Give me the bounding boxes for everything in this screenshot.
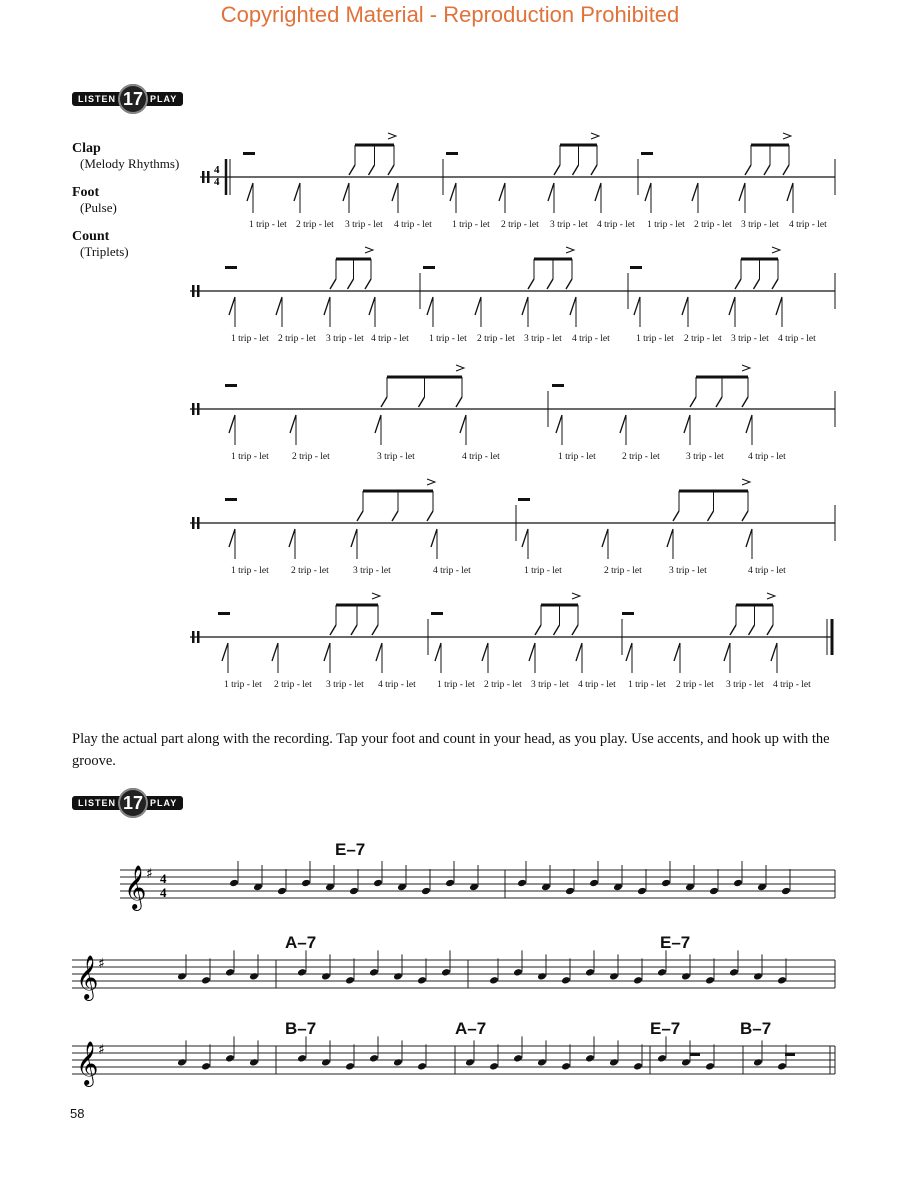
accent-mark — [372, 593, 380, 599]
count-text: 2 trip - let — [622, 452, 660, 462]
note-head — [321, 972, 331, 981]
clap-note — [742, 511, 748, 521]
clap-note — [535, 625, 541, 635]
half-rest — [622, 612, 634, 615]
note-head — [705, 976, 715, 985]
clap-note — [419, 397, 425, 407]
note-head — [561, 1062, 571, 1071]
foot-pulse-note — [729, 297, 735, 315]
count-text: 4 trip - let — [748, 566, 786, 576]
key-signature-sharp: ♯ — [146, 866, 153, 882]
note-head — [249, 972, 259, 981]
note-head — [565, 887, 575, 896]
count-text: 2 trip - let — [501, 220, 539, 230]
accent-mark — [767, 593, 775, 599]
count-text: 1 trip - let — [558, 452, 596, 462]
count-text: 2 trip - let — [477, 334, 515, 344]
count-text: 3 trip - let — [345, 220, 383, 230]
foot-pulse-note — [460, 415, 466, 433]
rhythm-system — [190, 479, 835, 576]
note-head — [297, 968, 307, 977]
foot-pulse-note — [450, 183, 456, 201]
count-text: 1 trip - let — [636, 334, 674, 344]
note-head — [489, 976, 499, 985]
count-text: 1 trip - let — [628, 680, 666, 690]
note-head — [657, 968, 667, 977]
clap-note — [754, 279, 760, 289]
foot-pulse-note — [667, 529, 673, 547]
listen-label: LISTEN — [72, 92, 122, 106]
clap-note — [365, 279, 371, 289]
half-rest — [218, 612, 230, 615]
clap-note — [528, 279, 534, 289]
foot-pulse-note — [776, 297, 782, 315]
clap-note — [351, 625, 357, 635]
note-head — [373, 879, 383, 888]
foot-pulse-note — [576, 643, 582, 661]
note-head — [537, 972, 547, 981]
clap-note — [572, 625, 578, 635]
clap-note — [673, 511, 679, 521]
count-text: 4 trip - let — [773, 680, 811, 690]
foot-pulse-note — [229, 297, 235, 315]
foot-pulse-note — [620, 415, 626, 433]
foot-pulse-note — [427, 297, 433, 315]
foot-pulse-note — [376, 643, 382, 661]
time-signature-top: 4 — [214, 164, 220, 176]
clap-note — [708, 511, 714, 521]
clap-note — [783, 165, 789, 175]
clap-note — [456, 397, 462, 407]
count-text: 2 trip - let — [274, 680, 312, 690]
clap-note — [730, 625, 736, 635]
clap-note — [381, 397, 387, 407]
accent-mark — [591, 133, 599, 139]
foot-pulse-note — [548, 183, 554, 201]
play-label-2: PLAY — [144, 796, 183, 810]
note-head — [369, 968, 379, 977]
melody-staff — [72, 950, 835, 1001]
count-text: 2 trip - let — [684, 334, 722, 344]
count-text: 4 trip - let — [394, 220, 432, 230]
instructions-paragraph: Play the actual part along with the recording. Tap your foot and count in your head, as you play. Use accents, and hook up with the groove. — [72, 731, 830, 769]
clap-note — [716, 397, 722, 407]
chord-symbol: B–7 — [740, 1019, 772, 1038]
foot-pulse-note — [229, 529, 235, 547]
clap-note — [554, 165, 560, 175]
clap-note — [547, 279, 553, 289]
note-head — [681, 972, 691, 981]
percussion-clef — [192, 403, 195, 415]
foot-pulse-note — [343, 183, 349, 201]
clap-note — [330, 279, 336, 289]
foot-pulse-note — [247, 183, 253, 201]
chord-symbol: A–7 — [455, 1019, 487, 1038]
clap-note — [742, 397, 748, 407]
count-text: 4 trip - let — [789, 220, 827, 230]
clap-note — [427, 511, 433, 521]
count-text: 1 trip - let — [429, 334, 467, 344]
copyright-watermark: Copyrighted Material - Reproduction Prohibited — [220, 2, 680, 27]
count-text: 2 trip - let — [291, 566, 329, 576]
note-head — [705, 1062, 715, 1071]
chord-symbol: E–7 — [650, 1019, 681, 1038]
note-head — [633, 976, 643, 985]
foot-pulse-note — [522, 529, 528, 547]
count-text: 3 trip - let — [377, 452, 415, 462]
half-rest — [518, 498, 530, 501]
count-text: 4 trip - let — [572, 334, 610, 344]
foot-pulse-note — [746, 529, 752, 547]
foot-pulse-note — [482, 643, 488, 661]
count-text: 1 trip - let — [452, 220, 490, 230]
foot-pulse-note — [499, 183, 505, 201]
note-head — [633, 1062, 643, 1071]
treble-clef: 𝄞 — [124, 865, 147, 909]
note-head — [657, 1054, 667, 1063]
foot-pulse-note — [684, 415, 690, 433]
note-head — [201, 1062, 211, 1071]
chord-symbol: E–7 — [660, 933, 691, 952]
note-head — [441, 968, 451, 977]
track-number-2: 17 — [118, 788, 148, 818]
note-head — [589, 879, 599, 888]
clap-note — [735, 279, 741, 289]
note-head — [417, 1062, 427, 1071]
note-head — [777, 1062, 787, 1071]
percussion-clef — [192, 285, 195, 297]
count-text: 1 trip - let — [224, 680, 262, 690]
note-head — [393, 972, 403, 981]
foot-pulse-note — [771, 643, 777, 661]
time-signature-bottom: 4 — [160, 885, 167, 900]
note-head — [517, 879, 527, 888]
track-number: 17 — [118, 84, 148, 114]
count-text: 1 trip - let — [524, 566, 562, 576]
foot-pulse-note — [692, 183, 698, 201]
note-head — [229, 879, 239, 888]
count-text: 2 trip - let — [484, 680, 522, 690]
count-text: 2 trip - let — [676, 680, 714, 690]
note-head — [609, 1058, 619, 1067]
accent-mark — [783, 133, 791, 139]
count-text: 1 trip - let — [231, 566, 269, 576]
foot-pulse-note — [276, 297, 282, 315]
foot-pulse-note — [475, 297, 481, 315]
count-text: 4 trip - let — [371, 334, 409, 344]
foot-pulse-note — [435, 643, 441, 661]
half-rest — [446, 152, 458, 155]
half-rest — [431, 612, 443, 615]
note-head — [445, 879, 455, 888]
half-rest — [630, 266, 642, 269]
note-head — [733, 879, 743, 888]
count-text: 2 trip - let — [278, 334, 316, 344]
foot-pulse-note — [392, 183, 398, 201]
clap-note — [745, 165, 751, 175]
note-head — [465, 1058, 475, 1067]
key-signature-sharp: ♯ — [98, 1042, 105, 1058]
melody-staff — [120, 861, 835, 911]
count-text: 3 trip - let — [726, 680, 764, 690]
foot-pulse-note — [324, 297, 330, 315]
listen-play-badge-2 — [72, 790, 183, 816]
half-rest — [225, 266, 237, 269]
percussion-clef — [202, 171, 205, 183]
foot-sublabel: (Pulse) — [80, 200, 117, 215]
note-head — [249, 1058, 259, 1067]
clap-note — [749, 625, 755, 635]
count-text: 3 trip - let — [353, 566, 391, 576]
accent-mark — [742, 479, 750, 485]
note-head — [609, 972, 619, 981]
note-head — [277, 887, 287, 896]
chord-symbol: B–7 — [285, 1019, 317, 1038]
foot-pulse-note — [529, 643, 535, 661]
whole-rest — [690, 1053, 700, 1056]
count-text: 2 trip - let — [604, 566, 642, 576]
foot-pulse-note — [570, 297, 576, 315]
foot-pulse-note — [626, 643, 632, 661]
note-head — [661, 879, 671, 888]
melody-staff — [72, 1036, 835, 1087]
foot-pulse-note — [682, 297, 688, 315]
note-head — [681, 1058, 691, 1067]
foot-pulse-note — [351, 529, 357, 547]
note-head — [753, 1058, 763, 1067]
half-rest — [552, 384, 564, 387]
time-signature-top: 4 — [160, 871, 167, 886]
clap-label: Clap — [72, 141, 101, 156]
count-text: 1 trip - let — [231, 452, 269, 462]
note-head — [177, 1058, 187, 1067]
percussion-clef — [192, 631, 195, 643]
note-head — [637, 887, 647, 896]
count-text: 4 trip - let — [597, 220, 635, 230]
play-label: PLAY — [144, 92, 183, 106]
note-head — [777, 976, 787, 985]
clap-note — [764, 165, 770, 175]
clap-note — [392, 511, 398, 521]
treble-clef: 𝄞 — [76, 1041, 99, 1085]
clap-note — [554, 625, 560, 635]
note-head — [781, 887, 791, 896]
foot-pulse-note — [272, 643, 278, 661]
clap-note — [357, 511, 363, 521]
count-text: 4 trip - let — [462, 452, 500, 462]
note-head — [585, 968, 595, 977]
percussion-clef — [192, 517, 195, 529]
percussion-clef — [207, 171, 210, 183]
clap-note — [330, 625, 336, 635]
accent-mark — [427, 479, 435, 485]
rhythm-system — [190, 247, 835, 344]
clap-note — [573, 165, 579, 175]
count-text: 1 trip - let — [647, 220, 685, 230]
note-head — [225, 1054, 235, 1063]
clap-note — [772, 279, 778, 289]
count-text: 2 trip - let — [694, 220, 732, 230]
count-text: 2 trip - let — [296, 220, 334, 230]
count-text: 4 trip - let — [578, 680, 616, 690]
note-head — [537, 1058, 547, 1067]
listen-label-2: LISTEN — [72, 796, 122, 810]
rhythm-system — [190, 593, 832, 690]
half-rest — [225, 384, 237, 387]
percussion-clef — [197, 285, 200, 297]
foot-pulse-note — [369, 297, 375, 315]
count-text: 4 trip - let — [378, 680, 416, 690]
clap-note — [369, 165, 375, 175]
note-head — [729, 968, 739, 977]
count-text: 3 trip - let — [686, 452, 724, 462]
clap-note — [349, 165, 355, 175]
foot-pulse-note — [431, 529, 437, 547]
note-head — [369, 1054, 379, 1063]
key-signature-sharp: ♯ — [98, 956, 105, 972]
percussion-clef — [197, 631, 200, 643]
accent-mark — [388, 133, 396, 139]
count-sublabel: (Triplets) — [80, 244, 129, 259]
clap-note — [566, 279, 572, 289]
count-text: 3 trip - let — [531, 680, 569, 690]
foot-pulse-note — [522, 297, 528, 315]
foot-pulse-note — [229, 415, 235, 433]
count-label: Count — [72, 229, 110, 244]
count-text: 3 trip - let — [326, 334, 364, 344]
count-text: 3 trip - let — [669, 566, 707, 576]
foot-pulse-note — [634, 297, 640, 315]
accent-mark — [572, 593, 580, 599]
whole-rest — [785, 1053, 795, 1056]
foot-pulse-note — [602, 529, 608, 547]
note-head — [585, 1054, 595, 1063]
foot-pulse-note — [289, 529, 295, 547]
note-head — [753, 972, 763, 981]
accent-mark — [742, 365, 750, 371]
percussion-clef — [197, 403, 200, 415]
count-text: 4 trip - let — [433, 566, 471, 576]
note-head — [297, 1054, 307, 1063]
note-head — [177, 972, 187, 981]
foot-label: Foot — [72, 185, 100, 200]
foot-pulse-note — [556, 415, 562, 433]
note-head — [489, 1062, 499, 1071]
clap-note — [348, 279, 354, 289]
note-head — [513, 1054, 523, 1063]
foot-pulse-note — [724, 643, 730, 661]
foot-pulse-note — [290, 415, 296, 433]
note-head — [561, 976, 571, 985]
count-text: 3 trip - let — [741, 220, 779, 230]
accent-mark — [566, 247, 574, 253]
count-text: 2 trip - let — [292, 452, 330, 462]
melody-notation — [0, 820, 900, 1100]
note-head — [393, 1058, 403, 1067]
note-head — [513, 968, 523, 977]
note-head — [421, 887, 431, 896]
treble-clef: 𝄞 — [76, 955, 99, 999]
note-head — [709, 887, 719, 896]
clap-note — [690, 397, 696, 407]
count-text: 3 trip - let — [550, 220, 588, 230]
note-head — [301, 879, 311, 888]
note-head — [417, 976, 427, 985]
foot-pulse-note — [222, 643, 228, 661]
accent-mark — [456, 365, 464, 371]
note-head — [321, 1058, 331, 1067]
count-text: 4 trip - let — [778, 334, 816, 344]
note-head — [201, 976, 211, 985]
clap-sublabel: (Melody Rhythms) — [80, 156, 180, 171]
note-head — [225, 968, 235, 977]
foot-pulse-note — [787, 183, 793, 201]
rhythm-system — [200, 133, 835, 230]
chord-symbol: A–7 — [285, 933, 317, 952]
half-rest — [225, 498, 237, 501]
half-rest — [641, 152, 653, 155]
clap-note — [591, 165, 597, 175]
foot-pulse-note — [294, 183, 300, 201]
count-text: 3 trip - let — [731, 334, 769, 344]
foot-pulse-note — [674, 643, 680, 661]
clap-note — [372, 625, 378, 635]
accent-mark — [772, 247, 780, 253]
note-head — [349, 887, 359, 896]
note-head — [345, 1062, 355, 1071]
page-number: 58 — [70, 1106, 85, 1121]
count-text: 3 trip - let — [524, 334, 562, 344]
accent-mark — [365, 247, 373, 253]
percussion-clef — [197, 517, 200, 529]
clap-note — [388, 165, 394, 175]
count-text: 3 trip - let — [326, 680, 364, 690]
foot-pulse-note — [595, 183, 601, 201]
foot-pulse-note — [746, 415, 752, 433]
half-rest — [243, 152, 255, 155]
count-text: 1 trip - let — [231, 334, 269, 344]
foot-pulse-note — [645, 183, 651, 201]
half-rest — [423, 266, 435, 269]
foot-pulse-note — [375, 415, 381, 433]
count-text: 1 trip - let — [437, 680, 475, 690]
foot-pulse-note — [739, 183, 745, 201]
chord-symbol: E–7 — [335, 840, 366, 859]
count-text: 1 trip - let — [249, 220, 287, 230]
time-signature-bottom: 4 — [214, 176, 220, 188]
clap-note — [767, 625, 773, 635]
rhythm-system — [190, 365, 835, 462]
count-text: 4 trip - let — [748, 452, 786, 462]
note-head — [345, 976, 355, 985]
foot-pulse-note — [324, 643, 330, 661]
